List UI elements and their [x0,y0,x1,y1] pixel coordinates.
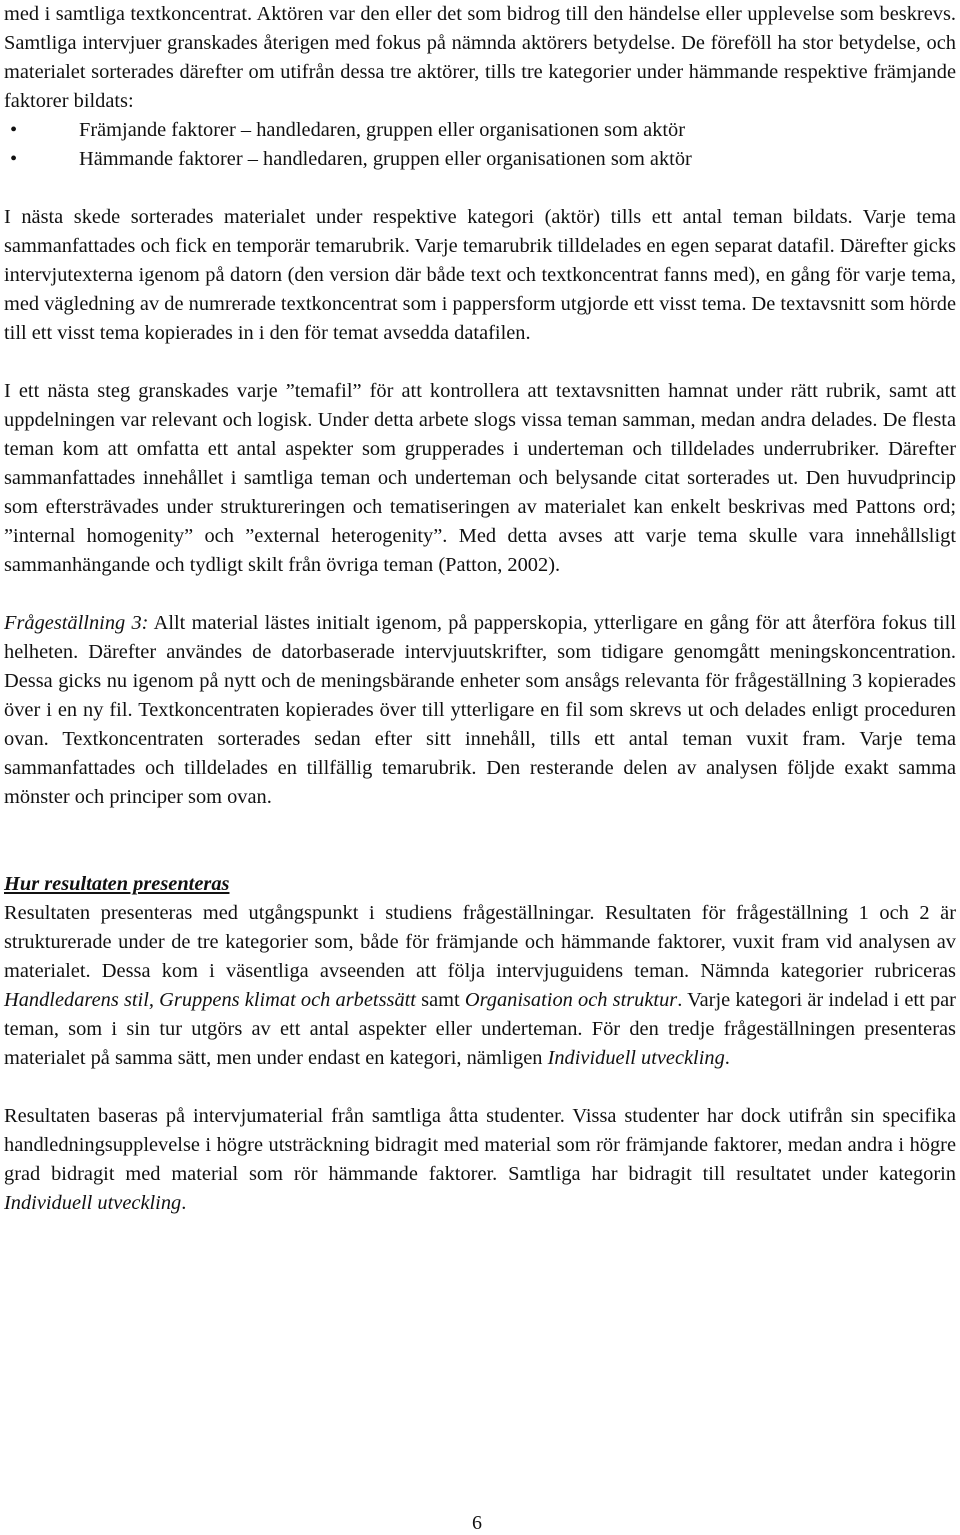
question-3-label: Frågeställning 3: [4,612,149,634]
paragraph-themes: I nästa skede sorterades materialet under respektive kategori (aktör) tills ett antal teman bildats. Varje tema sammanfattades och fick en temporär temarubrik. Varje temarubrik tilldelades en egen separat datafil. Därefter gicks intervjutexterna igenom på datorn (den version där både text och textkoncentrat fanns med), en gång för varje tema, med vägledning av de numrerade textkoncentrat som i pappersform utgjorde ett visst tema. De textavsnitt som hörde till ett visst tema kopierades in i den för temat avsedda datafilen. [4,206,956,344]
intro-text-a: med i samtliga textkoncentrat. Aktören var den eller det som bidrog till den händelse eller upplevelse som beskrevs. Samtliga intervjuer granskades återigen med fokus på nämnda aktörers betydelse. [4,3,956,54]
basis-text-a: Resultaten baseras på intervjumaterial från samtliga åtta studenter. Vissa studenter har dock utifrån sin specifika handledningsupplevelse i högre utsträckning bidragit med material som rör främjande faktorer, medan andra i högre grad bidragit med material som rör hämmande faktorer. Samtliga har bidragit till resultatet under kategorin [4,1105,956,1185]
results-text-c: . Varje kategori är indelad i ett par teman, som i sin tur utgörs av ett antal aspekter eller underteman. För den tredje frågeställningen presenteras materialet på samma sätt, men under endast en kategori, nämligen [4,989,956,1069]
bullet-icon: • [10,119,18,141]
question-3-text: Allt material lästes initialt igenom, på papperskopia, ytterligare en gång för att återföra fokus till helheten. Därefter användes de datorbaserade intervjuutskrifter, som tidigare genomgått meningskoncentration. Dessa gicks nu igenom på nytt och de meningsbärande enheter som ansågs relevanta för frågeställning 3 kopierades över i en ny fil. Textkoncentraten kopierades över till ytterligare en fil som skrevs ut och delades enligt proceduren ovan. Textkoncentraten sorterades sedan efter sitt innehåll, tills ett antal teman vuxit fram. Varje tema sammanfattades och tilldelades en tillfällig temarubrik. Den resterande delen av analysen följde exakt samma mönster och principer som ovan. [4,612,956,808]
list-item [10,145,956,174]
bullet-text: Hämmande faktorer – handledaren, gruppen eller organisationen som aktör [79,148,692,170]
paragraph-question-3 [4,609,956,812]
category-names-1: Handledarens stil, Gruppens klimat och arbetssätt [4,989,416,1011]
list-item [10,116,956,145]
category-names-2: Organisation och struktur [464,989,678,1011]
document-page [4,0,956,1218]
intro-paragraph [4,0,956,116]
bullet-icon: • [10,148,18,170]
bullet-text: Främjande faktorer – handledaren, gruppen eller organisationen som aktör [79,119,686,141]
intro-text-b: De föreföll ha stor betydelse, och materialet sorterades därefter om utifrån dessa tre aktörer, tills tre kategorier under hämmande respektive främjande faktorer bildats: [4,32,956,112]
basis-text-b: . [181,1192,187,1214]
results-text-d: . [724,1047,730,1069]
results-text-a: Resultaten presenteras med utgångspunkt i studiens frågeställningar. Resultaten för frågeställning 1 och 2 är strukturerade under de tre kategorier som, både för främjande och hämmande faktorer, vuxit fram vid analysen av materialet. Dessa kom i väsentliga avseenden att följa intervjuguidens teman. Nämnda kategorier rubriceras [4,902,956,982]
category-individual: Individuell utveckling [4,1192,182,1214]
results-text-b: samt [415,989,465,1011]
page-number: 6 [472,1512,482,1534]
factor-bullet-list [4,116,956,174]
section-heading: Hur resultaten presenteras [4,873,230,895]
paragraph-results-basis [4,1102,956,1218]
category-names-3: Individuell utveckling [547,1047,725,1069]
paragraph-theme-files: I ett nästa steg granskades varje ”temafil” för att kontrollera att textavsnitten hamnat under rätt rubrik, samt att uppdelningen var relevant och logisk. Under detta arbete slogs vissa teman samman, medan andra delades. De flesta teman kom att omfatta ett antal aspekter som grupperades i underteman och tilldelades underrubriker. Därefter sammanfattades innehållet i samtliga teman och underteman och belysande citat sorterades ut. Den huvudprincip som eftersträvades under struktureringen och tematiseringen av materialet kan enkelt beskrivas med Pattons ord; ”internal homogenity” och ”external heterogenity”. Med detta avses att varje tema skulle vara innehållsligt sammanhängande och tydligt skilt från övriga teman (Patton, 2002). [4,380,956,576]
paragraph-results-structure [4,899,956,1073]
